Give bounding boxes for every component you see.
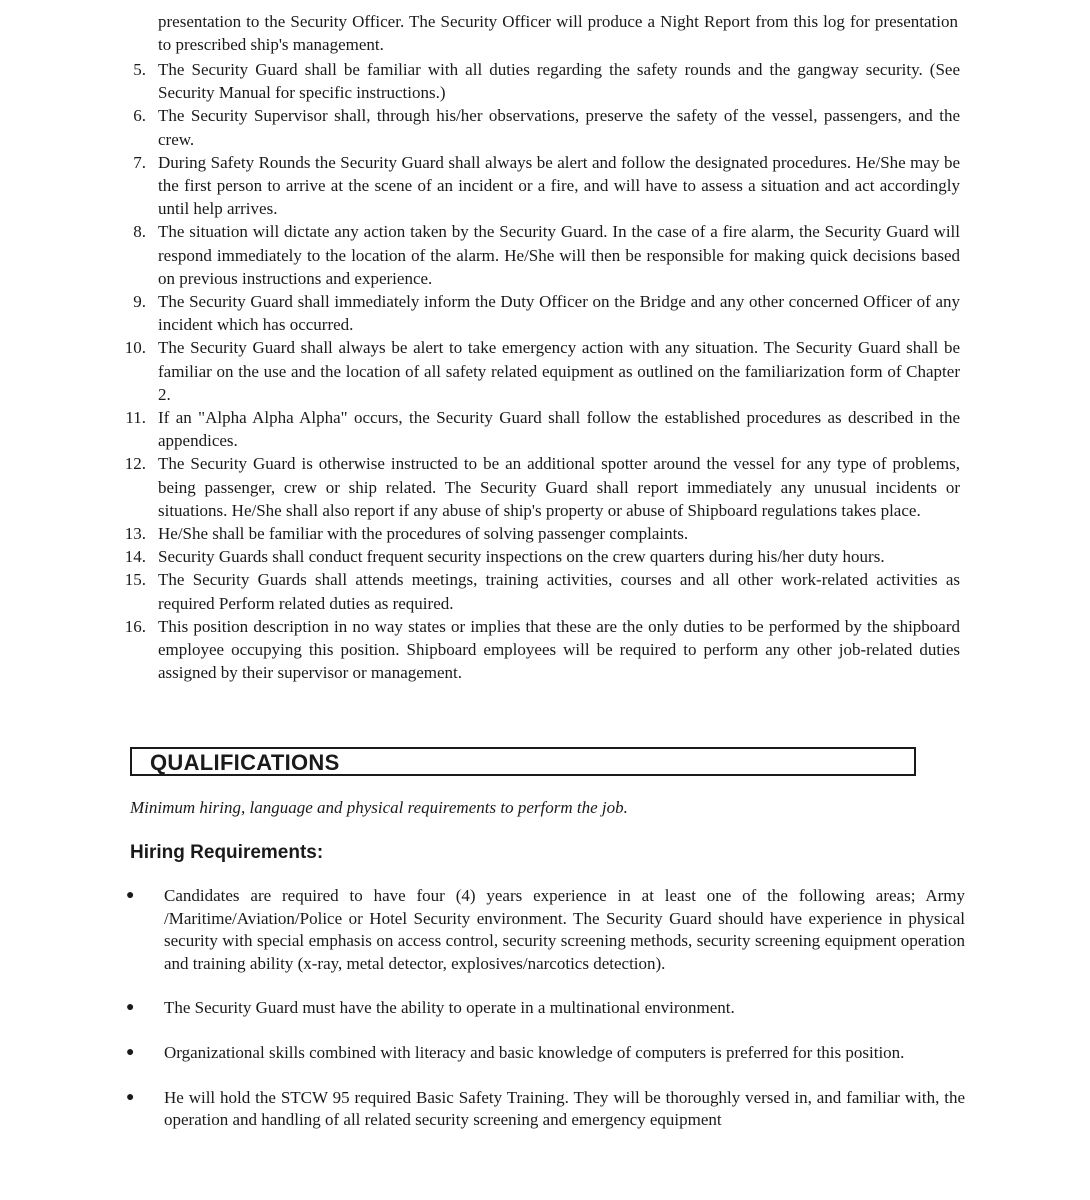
list-item	[110, 452, 960, 522]
item-number: 9.	[133, 292, 146, 312]
item-number: 8.	[133, 222, 146, 242]
item-number: 11.	[125, 408, 146, 428]
list-item	[120, 1042, 965, 1065]
item-number: 16.	[124, 616, 146, 636]
item-number: 13.	[124, 524, 146, 544]
qualifications-header	[130, 747, 916, 776]
item-text: The situation will dictate any action taken by the Security Guard. In the case of a fire alarm, the Security Guard will respond immediately to the location of the alarm. He/She will then be responsible for making quick decisions based on previous instructions and experience.	[158, 222, 960, 288]
list-item	[110, 336, 960, 406]
item-text: The Security Guard shall be familiar with all duties regarding the safety rounds and the gangway security. (See Security Manual for specific instructions.)	[158, 60, 960, 103]
bullet-icon: ●	[126, 1044, 135, 1060]
bullet-icon: ●	[126, 1000, 135, 1016]
continued-paragraph: presentation to the Security Officer. The Security Officer will produce a Night Report from this log for presentation to prescribed ship's management.	[158, 12, 958, 54]
list-item	[110, 151, 960, 221]
item-number: 10.	[124, 338, 146, 358]
item-text: The Security Guard is otherwise instructed to be an additional spotter around the vessel for any type of problems, being passenger, crew or ship related. The Security Guard shall report immediately any unusual incidents or situations. He/She shall also report if any abuse of ship's property or abuse of Shipboard regulations takes place.	[158, 454, 960, 520]
list-item	[120, 997, 965, 1020]
item-number: 15.	[124, 570, 146, 590]
item-text: The Security Guard shall immediately inform the Duty Officer on the Bridge and any other concerned Officer of any incident which has occurred.	[158, 292, 960, 335]
list-item	[110, 568, 960, 614]
list-item	[110, 522, 960, 545]
item-text: The Security Guards shall attends meetings, training activities, courses and all other work-related activities as required Perform related duties as required.	[158, 570, 960, 613]
hiring-requirements-heading: Hiring Requirements:	[130, 842, 324, 863]
list-item	[110, 615, 960, 685]
item-number: 6.	[133, 106, 146, 126]
item-text: During Safety Rounds the Security Guard shall always be alert and follow the designated procedures. He/She may be the first person to arrive at the scene of an incident or a fire, and will have to assess a situation and act accordingly until help arrives.	[158, 152, 960, 219]
list-item	[110, 406, 960, 452]
list-item	[110, 290, 960, 336]
list-item	[110, 104, 960, 150]
list-item	[120, 1087, 965, 1132]
item-text: Candidates are required to have four (4) years experience in at least one of the following areas; Army /Maritime/Aviation/Police or Hotel Security environment. The Security Guard should have experience in physical security with special emphasis on access control, security screening methods, security screening equipment operation and training ability (x-ray, metal detector, explosives/narcotics detection).	[164, 886, 965, 973]
item-text: The Security Supervisor shall, through his/her observations, preserve the safety of the vessel, passengers, and the crew.	[158, 106, 960, 149]
item-number: 5.	[133, 60, 146, 79]
item-number: 14.	[124, 547, 146, 567]
item-text: Security Guards shall conduct frequent security inspections on the crew quarters during his/her duty hours.	[158, 547, 885, 567]
item-text: Organizational skills combined with literacy and basic knowledge of computers is preferred for this position.	[164, 1042, 905, 1062]
item-text: This position description in no way states or implies that these are the only duties to be performed by the shipboard employee occupying this position. Shipboard employees will be required to perform any other job-related duties assigned by their supervisor or management.	[158, 616, 960, 683]
list-item	[110, 545, 960, 568]
item-text: He/She shall be familiar with the procedures of solving passenger complaints.	[158, 524, 689, 544]
item-number: 7.	[133, 152, 146, 172]
duties-list	[110, 58, 960, 684]
list-item	[110, 220, 960, 290]
item-text: If an "Alpha Alpha Alpha" occurs, the Security Guard shall follow the established procedures as described in the appendices.	[158, 408, 960, 451]
section-title: QUALIFICATIONS	[150, 750, 340, 775]
item-number: 12.	[124, 454, 146, 474]
qualifications-intro: Minimum hiring, language and physical requirements to perform the job.	[130, 798, 628, 817]
item-text: He will hold the STCW 95 required Basic Safety Training. They will be thoroughly versed in, and familiar with, the operation and handling of all related security screening and emergency equipment	[164, 1087, 965, 1130]
item-text: The Security Guard must have the ability to operate in a multinational environment.	[164, 998, 735, 1018]
list-item	[120, 885, 965, 975]
bullet-icon: ●	[126, 888, 135, 903]
hiring-requirements-list	[120, 885, 965, 1154]
list-item	[110, 58, 960, 104]
bullet-icon: ●	[126, 1089, 135, 1105]
item-text: The Security Guard shall always be alert to take emergency action with any situation. The Security Guard shall be familiar on the use and the location of all safety related equipment as outlined on the familiarization form of Chapter 2.	[158, 338, 960, 404]
